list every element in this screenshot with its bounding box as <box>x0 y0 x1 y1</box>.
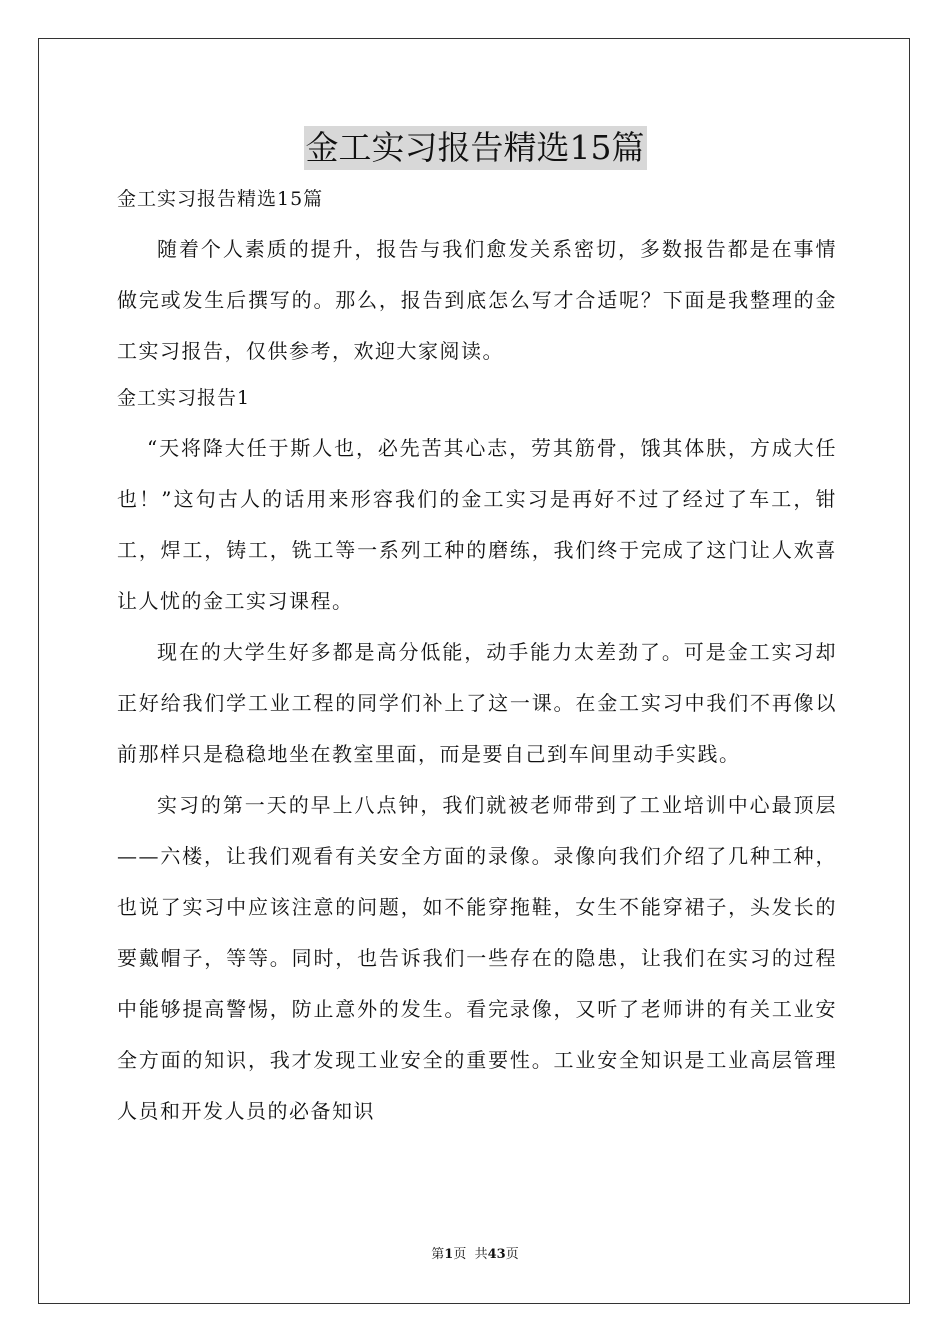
footer-suffix: 页 <box>505 1247 519 1262</box>
title-container <box>0 126 950 170</box>
footer-mid: 页 共 <box>453 1247 488 1262</box>
body-paragraph: “天将降大任于斯人也，必先苦其心志，劳其筋骨，饿其体肤，方成大任也！”这句古人的话用来形容我们的金工实习是再好不过了经过了车工，钳工，焊工，铸工，铣工等一系列工种的磨练，我们终于完成了这门让人欢喜让人忧的金工实习课程。 <box>117 436 837 613</box>
body-paragraph: 实习的第一天的早上八点钟，我们就被老师带到了工业培训中心最顶层——六楼，让我们观看有关安全方面的录像。录像向我们介绍了几种工种，也说了实习中应该注意的问题，如不能穿拖鞋，女生不能穿裙子，头发长的要戴帽子，等等。同时，也告诉我们一些存在的隐患，让我们在实习的过程中能够提高警惕，防止意外的发生。看完录像，又听了老师讲的有关工业安全方面的知识，我才发现工业安全的重要性。工业安全知识是工业高层管理人员和开发人员的必备知识 <box>117 793 837 1123</box>
footer-page-number: 1 <box>444 1247 454 1262</box>
document-subtitle: 金工实习报告精选15篇 <box>117 188 324 210</box>
document-title: 金工实习报告精选15篇 <box>304 126 647 170</box>
body-paragraph: 现在的大学生好多都是高分低能，动手能力太差劲了。可是金工实习却正好给我们学工业工程的同学们补上了这一课。在金工实习中我们不再像以前那样只是稳稳地坐在教室里面，而是要自己到车间里动手实践。 <box>117 640 837 766</box>
section-heading: 金工实习报告1 <box>117 387 251 409</box>
footer-prefix: 第 <box>431 1247 445 1262</box>
document-body <box>117 182 837 1137</box>
footer-total-pages: 43 <box>487 1247 506 1262</box>
page-footer <box>0 1246 950 1264</box>
intro-paragraph: 随着个人素质的提升，报告与我们愈发关系密切，多数报告都是在事情做完或发生后撰写的。那么，报告到底怎么写才合适呢？下面是我整理的金工实习报告，仅供参考，欢迎大家阅读。 <box>117 237 837 363</box>
